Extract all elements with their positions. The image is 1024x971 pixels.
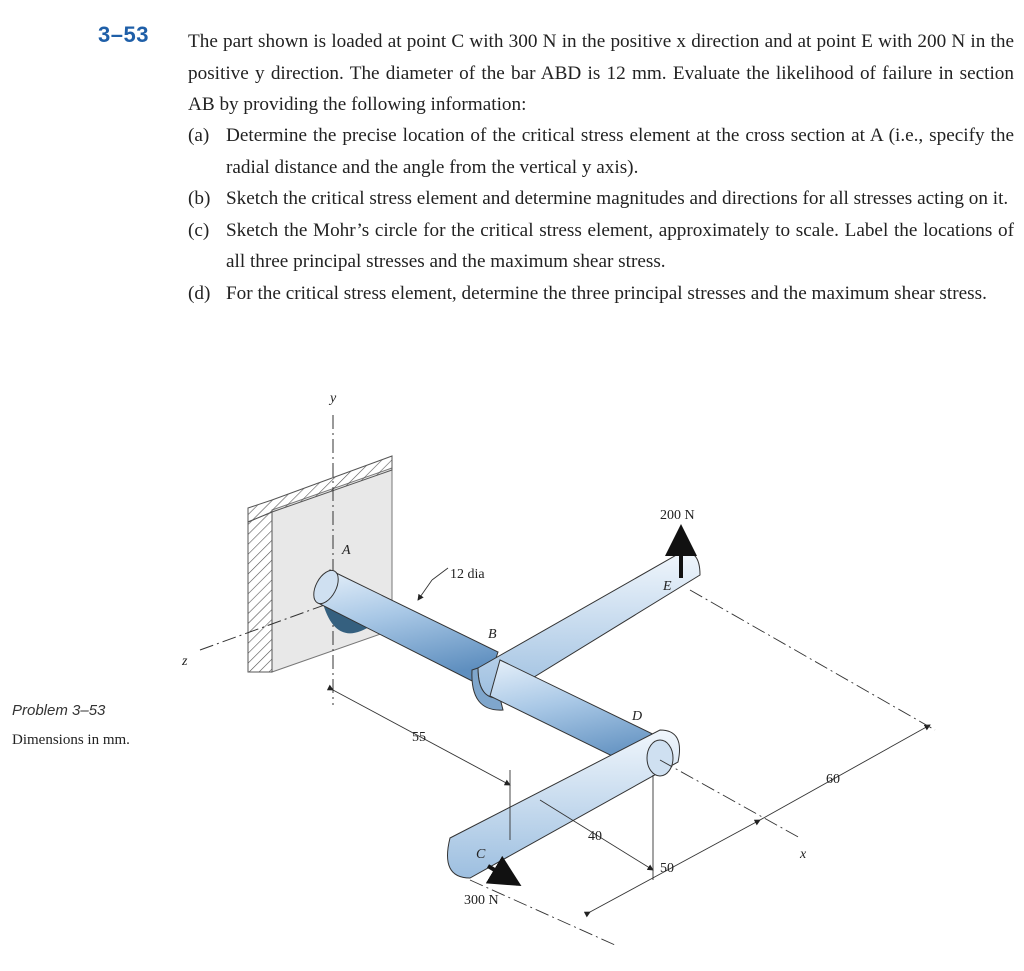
label-dim-55: 55 (412, 730, 426, 745)
label-point-e: E (663, 579, 672, 594)
force-arrow-c (488, 866, 518, 884)
label-dim-50: 50 (660, 861, 674, 876)
label-point-c: C (476, 847, 486, 862)
part-text: Sketch the critical stress element and determine magnitudes and directions for all stresses acting on it. (226, 188, 1009, 209)
wall-support (248, 456, 392, 672)
caption-title: Problem 3–53 (12, 702, 106, 719)
caption-text: Dimensions in mm. (12, 732, 130, 748)
part-text: For the critical stress element, determine the three principal stresses and the maximum shear stress. (226, 282, 987, 304)
part-text: Determine the precise location of the critical stress element at the cross section at A (i.e., specify the radial distance and the angle from the vertical y axis). (226, 125, 1014, 178)
label-dim-40: 40 (588, 829, 602, 844)
label-diameter: 12 dia (450, 567, 485, 582)
label-force-c: 300 N (464, 893, 499, 908)
label-x-axis: x (800, 847, 807, 862)
part-letter: (a) (188, 125, 210, 146)
label-y-axis: y (330, 391, 337, 406)
label-force-e: 200 N (660, 508, 695, 523)
label-dim-60: 60 (826, 772, 840, 787)
part-letter: (c) (188, 219, 210, 241)
part-text: Sketch the Mohr’s circle for the critical stress element, approximately to scale. Label the locations of all three principal stresses and the maximum shear stress. (226, 219, 1014, 272)
part-letter: (b) (188, 188, 211, 209)
problem-number: 3–53 (98, 22, 149, 47)
label-z-axis: z (182, 654, 188, 669)
label-point-a: A (342, 543, 351, 558)
problem-statement: The part shown is loaded at point C with 300 N in the positive x direction and at point E with 200 N in the positive y direction. The diameter of the bar ABD is 12 mm. Evaluate the likelihood of failure in section AB by providing the following information: (188, 31, 1014, 115)
part-letter: (d) (188, 282, 211, 304)
label-point-d: D (632, 709, 643, 724)
label-point-b: B (488, 627, 497, 642)
